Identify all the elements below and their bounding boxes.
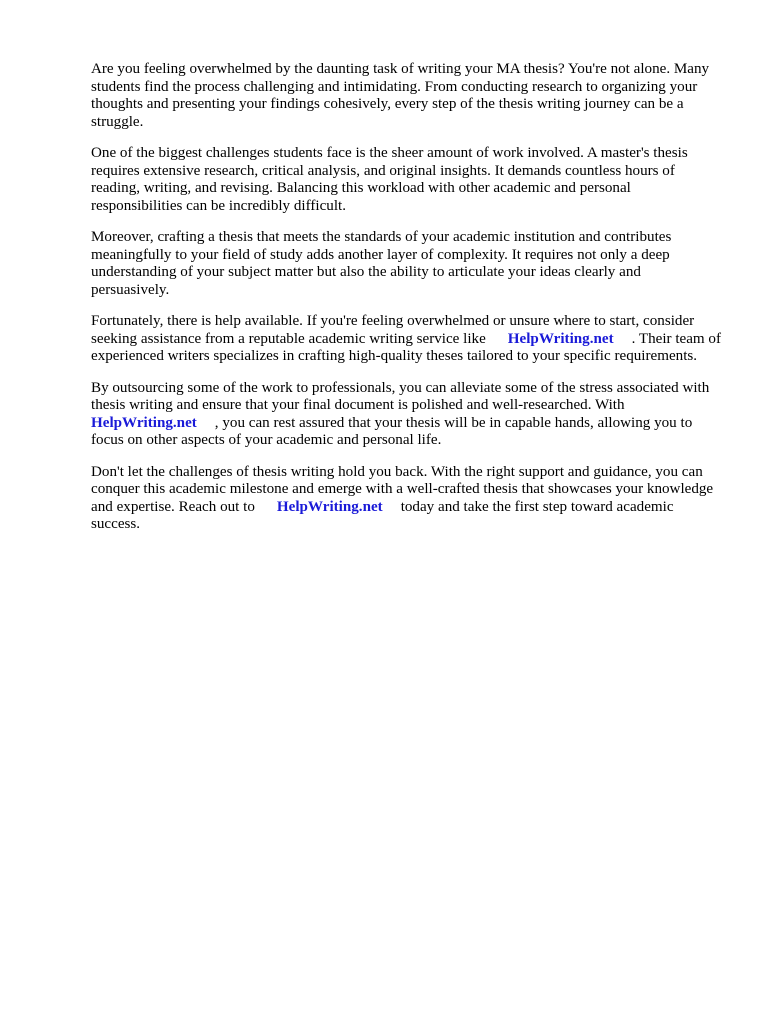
paragraph-intro: Are you feeling overwhelmed by the daunting task of writing your MA thesis? You're not alone. Many students find the process challenging and intimidating. From conducting research to organizing your thoughts and presenting your findings cohesively, every step of the thesis writing journey can be a struggle. bbox=[91, 61, 710, 130]
paragraph-text-before-link: Don't let the challenges of thesis writing hold you back. With the right support and guidance, you can conquer this academic milestone and emerge with a well-crafted thesis that showcases your knowledge and expertise. Reach out to bbox=[91, 463, 714, 515]
paragraph-call-to-action bbox=[91, 464, 721, 534]
paragraph-text-after-link: . Their team of experienced writers specializes in crafting high-quality theses tailored to your specific requirements. bbox=[91, 330, 722, 364]
paragraph-outsourcing bbox=[91, 380, 721, 450]
paragraph-text-before-link: Fortunately, there is help available. If you're feeling overwhelmed or unsure where to start, consider seeking assistance from a reputable academic writing service like bbox=[91, 313, 695, 347]
paragraph-text-before-link: By outsourcing some of the work to professionals, you can alleviate some of the stress associated with thesis writing and ensure that your final document is polished and well-researched. With bbox=[91, 379, 710, 413]
paragraph-text-after-link: , you can rest assured that your thesis will be in capable hands, allowing you to focus on other aspects of your academic and personal life. bbox=[91, 414, 693, 448]
helpwriting-link[interactable]: HelpWriting.net bbox=[91, 414, 197, 431]
paragraph-text-after-link: today and take the first step toward academic success. bbox=[91, 498, 674, 532]
helpwriting-link[interactable]: HelpWriting.net bbox=[507, 330, 614, 347]
paragraph-complexity: Moreover, crafting a thesis that meets the standards of your academic institution and contributes meaningfully to your field of study adds another layer of complexity. It requires not only a deep understanding of your subject matter but also the ability to articulate your ideas clearly and persuasively. bbox=[91, 229, 672, 298]
paragraph-help-available bbox=[91, 313, 721, 366]
document-body bbox=[91, 61, 721, 548]
paragraph-challenges: One of the biggest challenges students face is the sheer amount of work involved. A master's thesis requires extensive research, critical analysis, and original insights. It demands countless hours of reading, writing, and revising. Balancing this workload with other academic and personal responsibilities can be incredibly difficult. bbox=[91, 145, 688, 214]
helpwriting-link[interactable]: HelpWriting.net bbox=[276, 498, 383, 515]
